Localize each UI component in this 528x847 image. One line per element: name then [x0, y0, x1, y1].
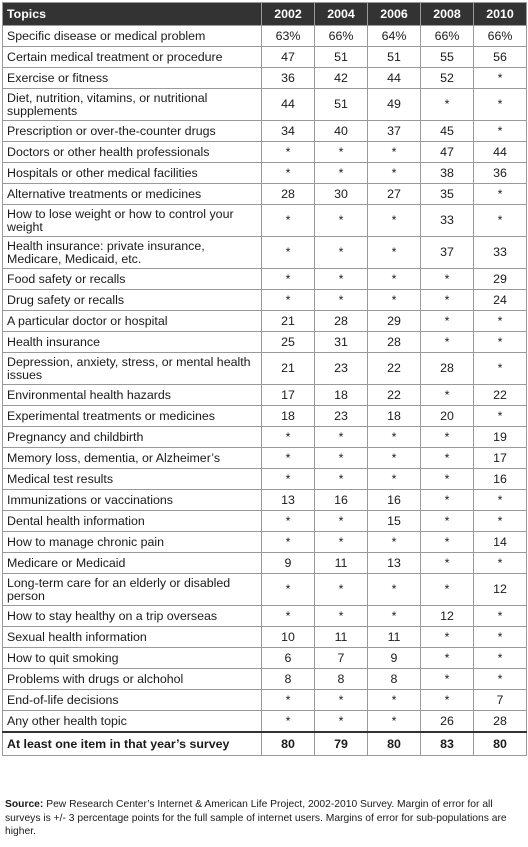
value-cell: 33: [421, 205, 474, 237]
value-cell: 28: [368, 332, 421, 353]
value-cell: *: [368, 142, 421, 163]
value-cell: 22: [368, 385, 421, 406]
value-cell: *: [315, 205, 368, 237]
value-cell: *: [368, 574, 421, 606]
value-cell: 17: [262, 385, 315, 406]
topic-cell: Diet, nutrition, vitamins, or nutritional supplements: [3, 89, 262, 121]
topic-cell: A particular doctor or hospital: [3, 311, 262, 332]
value-cell: 80: [262, 732, 315, 756]
value-cell: *: [315, 574, 368, 606]
value-cell: *: [315, 606, 368, 627]
value-cell: 18: [368, 406, 421, 427]
topic-cell: How to manage chronic pain: [3, 532, 262, 553]
value-cell: *: [262, 574, 315, 606]
value-cell: 31: [315, 332, 368, 353]
value-cell: 8: [368, 669, 421, 690]
value-cell: 6: [262, 648, 315, 669]
value-cell: *: [421, 332, 474, 353]
topic-cell: Certain medical treatment or procedure: [3, 47, 262, 68]
table-row: [3, 627, 527, 648]
value-cell: *: [262, 532, 315, 553]
source-label: Source:: [5, 799, 44, 810]
topic-cell: Specific disease or medical problem: [3, 26, 262, 47]
table-row: [3, 690, 527, 711]
value-cell: 22: [474, 385, 527, 406]
value-cell: *: [262, 427, 315, 448]
value-cell: *: [421, 448, 474, 469]
value-cell: *: [262, 606, 315, 627]
year-column-header: 2008: [421, 3, 474, 26]
value-cell: *: [474, 606, 527, 627]
value-cell: *: [421, 311, 474, 332]
value-cell: 8: [262, 669, 315, 690]
value-cell: *: [474, 553, 527, 574]
table-row: [3, 237, 527, 269]
value-cell: 15: [368, 511, 421, 532]
table-body: [3, 26, 527, 756]
value-cell: 51: [368, 47, 421, 68]
value-cell: *: [262, 237, 315, 269]
value-cell: *: [368, 427, 421, 448]
value-cell: 7: [474, 690, 527, 711]
value-cell: 80: [474, 732, 527, 756]
table-row: [3, 184, 527, 205]
table-row: [3, 606, 527, 627]
topic-cell: Hospitals or other medical facilities: [3, 163, 262, 184]
table-row: [3, 205, 527, 237]
table-row: [3, 511, 527, 532]
value-cell: 37: [421, 237, 474, 269]
value-cell: 44: [368, 68, 421, 89]
table-row: [3, 711, 527, 733]
value-cell: 9: [262, 553, 315, 574]
value-cell: 26: [421, 711, 474, 733]
value-cell: 22: [368, 353, 421, 385]
value-cell: 24: [474, 290, 527, 311]
value-cell: 7: [315, 648, 368, 669]
value-cell: 47: [262, 47, 315, 68]
value-cell: *: [474, 490, 527, 511]
value-cell: 37: [368, 121, 421, 142]
table-row: [3, 290, 527, 311]
value-cell: *: [315, 448, 368, 469]
value-cell: *: [262, 469, 315, 490]
value-cell: 23: [315, 406, 368, 427]
value-cell: *: [474, 627, 527, 648]
value-cell: *: [421, 89, 474, 121]
value-cell: *: [315, 163, 368, 184]
table-row: [3, 574, 527, 606]
year-column-header: 2004: [315, 3, 368, 26]
value-cell: 66%: [421, 26, 474, 47]
value-cell: 30: [315, 184, 368, 205]
value-cell: 21: [262, 353, 315, 385]
value-cell: *: [315, 290, 368, 311]
value-cell: 12: [474, 574, 527, 606]
value-cell: *: [368, 290, 421, 311]
value-cell: *: [262, 205, 315, 237]
value-cell: *: [421, 553, 474, 574]
health-topics-table-container: [2, 2, 526, 756]
value-cell: *: [368, 690, 421, 711]
value-cell: 40: [315, 121, 368, 142]
health-topics-table: [2, 2, 527, 756]
value-cell: *: [474, 511, 527, 532]
value-cell: *: [474, 669, 527, 690]
value-cell: 19: [474, 427, 527, 448]
table-row: [3, 26, 527, 47]
value-cell: 13: [262, 490, 315, 511]
table-row: [3, 332, 527, 353]
value-cell: *: [421, 669, 474, 690]
value-cell: 56: [474, 47, 527, 68]
value-cell: *: [421, 532, 474, 553]
topic-cell: Exercise or fitness: [3, 68, 262, 89]
value-cell: *: [315, 142, 368, 163]
value-cell: 28: [421, 353, 474, 385]
topics-column-header: Topics: [3, 3, 262, 26]
value-cell: *: [474, 332, 527, 353]
topic-cell: Immunizations or vaccinations: [3, 490, 262, 511]
value-cell: 25: [262, 332, 315, 353]
total-row: [3, 732, 527, 756]
value-cell: *: [368, 469, 421, 490]
value-cell: 80: [368, 732, 421, 756]
value-cell: 11: [368, 627, 421, 648]
value-cell: 27: [368, 184, 421, 205]
topic-cell: Sexual health information: [3, 627, 262, 648]
topic-cell: Alternative treatments or medicines: [3, 184, 262, 205]
value-cell: 63%: [262, 26, 315, 47]
value-cell: 16: [368, 490, 421, 511]
topic-cell: At least one item in that year’s survey: [3, 732, 262, 756]
value-cell: 45: [421, 121, 474, 142]
year-column-header: 2006: [368, 3, 421, 26]
value-cell: 79: [315, 732, 368, 756]
value-cell: *: [315, 532, 368, 553]
value-cell: 18: [315, 385, 368, 406]
value-cell: 49: [368, 89, 421, 121]
value-cell: *: [421, 269, 474, 290]
value-cell: *: [368, 163, 421, 184]
value-cell: 29: [474, 269, 527, 290]
value-cell: *: [474, 648, 527, 669]
topic-cell: Long-term care for an elderly or disabled person: [3, 574, 262, 606]
value-cell: *: [421, 574, 474, 606]
value-cell: 66%: [315, 26, 368, 47]
table-row: [3, 490, 527, 511]
value-cell: *: [421, 511, 474, 532]
table-header: [3, 3, 527, 26]
topic-cell: Medical test results: [3, 469, 262, 490]
value-cell: *: [474, 205, 527, 237]
value-cell: 16: [474, 469, 527, 490]
value-cell: *: [262, 690, 315, 711]
value-cell: *: [315, 711, 368, 733]
table-row: [3, 142, 527, 163]
value-cell: 16: [315, 490, 368, 511]
table-row: [3, 121, 527, 142]
table-row: [3, 47, 527, 68]
value-cell: 33: [474, 237, 527, 269]
value-cell: 10: [262, 627, 315, 648]
value-cell: *: [368, 237, 421, 269]
topic-cell: End-of-life decisions: [3, 690, 262, 711]
value-cell: *: [421, 627, 474, 648]
value-cell: 28: [474, 711, 527, 733]
value-cell: *: [315, 511, 368, 532]
table-row: [3, 163, 527, 184]
topic-cell: Prescription or over-the-counter drugs: [3, 121, 262, 142]
topic-cell: Environmental health hazards: [3, 385, 262, 406]
topic-cell: Drug safety or recalls: [3, 290, 262, 311]
source-note: [5, 798, 523, 839]
value-cell: 47: [421, 142, 474, 163]
value-cell: *: [474, 68, 527, 89]
value-cell: 8: [315, 669, 368, 690]
year-column-header: 2002: [262, 3, 315, 26]
value-cell: 36: [474, 163, 527, 184]
header-row: [3, 3, 527, 26]
table-row: [3, 669, 527, 690]
value-cell: 38: [421, 163, 474, 184]
value-cell: *: [262, 163, 315, 184]
value-cell: 55: [421, 47, 474, 68]
topic-cell: Dental health information: [3, 511, 262, 532]
value-cell: *: [421, 385, 474, 406]
value-cell: 11: [315, 553, 368, 574]
topic-cell: How to stay healthy on a trip overseas: [3, 606, 262, 627]
value-cell: *: [368, 606, 421, 627]
table-row: [3, 532, 527, 553]
value-cell: *: [421, 690, 474, 711]
value-cell: 14: [474, 532, 527, 553]
value-cell: 52: [421, 68, 474, 89]
value-cell: 12: [421, 606, 474, 627]
table-row: [3, 89, 527, 121]
topic-cell: Problems with drugs or alchohol: [3, 669, 262, 690]
topic-cell: Medicare or Medicaid: [3, 553, 262, 574]
topic-cell: Depression, anxiety, stress, or mental health issues: [3, 353, 262, 385]
value-cell: *: [262, 448, 315, 469]
value-cell: *: [368, 448, 421, 469]
value-cell: *: [262, 711, 315, 733]
value-cell: 21: [262, 311, 315, 332]
value-cell: 17: [474, 448, 527, 469]
value-cell: *: [474, 353, 527, 385]
value-cell: 64%: [368, 26, 421, 47]
value-cell: *: [421, 648, 474, 669]
value-cell: 13: [368, 553, 421, 574]
value-cell: 29: [368, 311, 421, 332]
value-cell: 35: [421, 184, 474, 205]
topic-cell: Memory loss, dementia, or Alzheimer’s: [3, 448, 262, 469]
table-row: [3, 553, 527, 574]
value-cell: 9: [368, 648, 421, 669]
topic-cell: Pregnancy and childbirth: [3, 427, 262, 448]
year-column-header: 2010: [474, 3, 527, 26]
value-cell: *: [315, 469, 368, 490]
value-cell: 44: [474, 142, 527, 163]
value-cell: *: [474, 311, 527, 332]
value-cell: *: [315, 690, 368, 711]
table-row: [3, 353, 527, 385]
value-cell: 28: [315, 311, 368, 332]
value-cell: 34: [262, 121, 315, 142]
topic-cell: Health insurance: [3, 332, 262, 353]
table-row: [3, 427, 527, 448]
value-cell: *: [421, 290, 474, 311]
value-cell: 83: [421, 732, 474, 756]
value-cell: 36: [262, 68, 315, 89]
value-cell: *: [368, 711, 421, 733]
value-cell: 51: [315, 47, 368, 68]
value-cell: *: [262, 142, 315, 163]
value-cell: 51: [315, 89, 368, 121]
value-cell: *: [368, 205, 421, 237]
value-cell: 44: [262, 89, 315, 121]
value-cell: 28: [262, 184, 315, 205]
value-cell: 42: [315, 68, 368, 89]
value-cell: *: [421, 427, 474, 448]
value-cell: 20: [421, 406, 474, 427]
topic-cell: Doctors or other health professionals: [3, 142, 262, 163]
table-row: [3, 269, 527, 290]
value-cell: *: [262, 290, 315, 311]
topic-cell: Any other health topic: [3, 711, 262, 733]
value-cell: 23: [315, 353, 368, 385]
value-cell: *: [262, 511, 315, 532]
value-cell: 11: [315, 627, 368, 648]
table-row: [3, 385, 527, 406]
topic-cell: How to quit smoking: [3, 648, 262, 669]
value-cell: *: [315, 269, 368, 290]
topic-cell: Experimental treatments or medicines: [3, 406, 262, 427]
table-row: [3, 648, 527, 669]
value-cell: *: [368, 532, 421, 553]
topic-cell: Food safety or recalls: [3, 269, 262, 290]
value-cell: *: [368, 269, 421, 290]
table-row: [3, 469, 527, 490]
topic-cell: Health insurance: private insurance, Medicare, Medicaid, etc.: [3, 237, 262, 269]
value-cell: *: [421, 490, 474, 511]
table-row: [3, 68, 527, 89]
value-cell: *: [474, 184, 527, 205]
value-cell: 66%: [474, 26, 527, 47]
value-cell: *: [315, 237, 368, 269]
value-cell: *: [315, 427, 368, 448]
value-cell: *: [474, 406, 527, 427]
value-cell: *: [474, 121, 527, 142]
table-row: [3, 448, 527, 469]
value-cell: 18: [262, 406, 315, 427]
table-row: [3, 311, 527, 332]
topic-cell: How to lose weight or how to control your weight: [3, 205, 262, 237]
source-text: Pew Research Center’s Internet & American Life Project, 2002-2010 Survey. Margin of error for all surveys is +/- 3 percentage points for the full sample of internet users. Margins of error for sub-populations are higher.: [5, 799, 507, 837]
value-cell: *: [421, 469, 474, 490]
value-cell: *: [474, 89, 527, 121]
value-cell: *: [262, 269, 315, 290]
table-row: [3, 406, 527, 427]
